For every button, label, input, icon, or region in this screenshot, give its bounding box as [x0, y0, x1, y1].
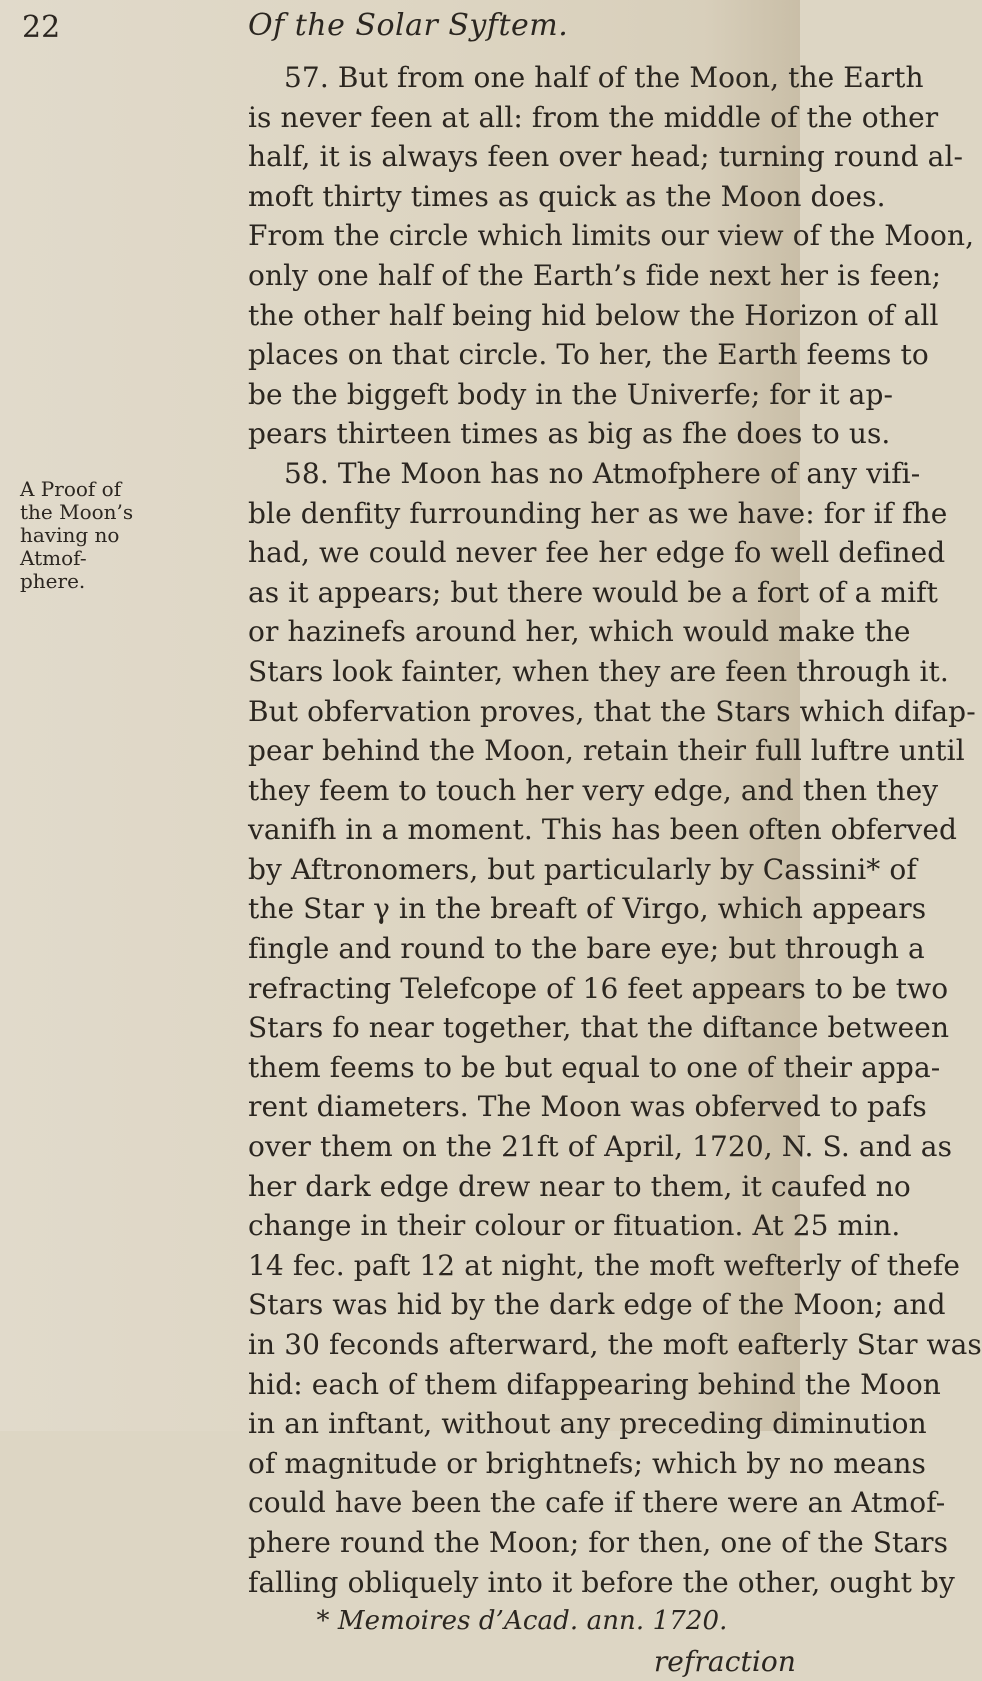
- page-number: 22: [22, 10, 61, 45]
- text-line: in an inftant, without any preceding diminution: [248, 1407, 927, 1441]
- text-line: or hazinefs around her, which would make the: [248, 615, 911, 649]
- text-line: Stars was hid by the dark edge of the Moon; and: [248, 1288, 946, 1322]
- text-line: Stars fo near together, that the diftance between: [248, 1011, 950, 1045]
- text-line: be the biggeft body in the Univerfe; for it ap-: [248, 377, 894, 411]
- text-line: is never feen at all: from the middle of the other: [248, 100, 939, 134]
- text-line: hid: each of them difappearing behind the Moon: [248, 1367, 941, 1401]
- margin-note-line: having no: [20, 523, 120, 547]
- text-line: the Star γ in the breaft of Virgo, which appears: [248, 892, 927, 926]
- text-line: over them on the 21ft of April, 1720, N. S. and as: [248, 1130, 953, 1164]
- running-head: Of the Solar Syftem.: [248, 8, 569, 43]
- paragraph-57: [248, 58, 975, 454]
- text-line: fingle and round to the bare eye; but through a: [248, 932, 925, 966]
- text-line: them feems to be but equal to one of their appa-: [248, 1050, 941, 1084]
- text-line: the other half being hid below the Horizon of all: [248, 298, 939, 332]
- text-line: places on that circle. To her, the Earth feems to: [248, 338, 929, 372]
- text-line: half, it is always feen over head; turning round al-: [248, 140, 964, 174]
- footnote: * Memoires d’Acad. ann. 1720.: [316, 1606, 728, 1637]
- text-line: vanifh in a moment. This has been often obferved: [248, 813, 958, 847]
- text-line: pear behind the Moon, retain their full luftre until: [248, 734, 965, 768]
- text-line: falling obliquely into it before the other, ought by: [248, 1565, 955, 1599]
- text-line: phere round the Moon; for then, one of the Stars: [248, 1525, 949, 1559]
- text-line: Stars look fainter, when they are feen through it.: [248, 654, 949, 688]
- text-line: her dark edge drew near to them, it caufed no: [248, 1169, 911, 1203]
- text-line: pears thirteen times as big as fhe does to us.: [248, 417, 891, 451]
- text-line: From the circle which limits our view of the Moon,: [248, 219, 975, 253]
- text-line: 14 fec. paft 12 at night, the moft wefterly of thefe: [248, 1248, 961, 1282]
- text-line: by Aftronomers, but particularly by Cassini* of: [248, 852, 917, 886]
- text-line: refracting Telefcope of 16 feet appears to be two: [248, 971, 949, 1005]
- catchword: refraction: [653, 1644, 796, 1678]
- margin-note-line: phere.: [20, 569, 86, 593]
- margin-note-line: Atmof-: [20, 546, 87, 570]
- text-line: had, we could never fee her edge fo well defined: [248, 536, 946, 570]
- text-line: change in their colour or fituation. At 25 min.: [248, 1209, 901, 1243]
- margin-note-line: the Moon’s: [20, 500, 134, 524]
- text-line: could have been the cafe if there were an Atmof-: [248, 1486, 946, 1520]
- text-line: rent diameters. The Moon was obferved to pafs: [248, 1090, 927, 1124]
- text-line: of magnitude or brightnefs; which by no means: [248, 1446, 926, 1480]
- text-line: ble denfity furrounding her as we have: for if fhe: [248, 496, 948, 530]
- margin-note-line: A Proof of: [20, 477, 122, 501]
- text-line: only one half of the Earth’s fide next her is feen;: [248, 258, 942, 292]
- text-line: they feem to touch her very edge, and then they: [248, 773, 939, 807]
- margin-note: [20, 478, 135, 593]
- body-text: [248, 58, 982, 1681]
- text-line: But obfervation proves, that the Stars which difap-: [248, 694, 976, 728]
- paragraph-58: [248, 454, 982, 1602]
- text-line: as it appears; but there would be a fort of a mift: [248, 575, 939, 609]
- text-line: in 30 feconds afterward, the moft eafterly Star was: [248, 1328, 982, 1361]
- text-line: 58. The Moon has no Atmofphere of any vifi-: [284, 456, 921, 490]
- text-line: 57. But from one half of the Moon, the Earth: [284, 61, 924, 94]
- text-line: moft thirty times as quick as the Moon does.: [248, 179, 886, 213]
